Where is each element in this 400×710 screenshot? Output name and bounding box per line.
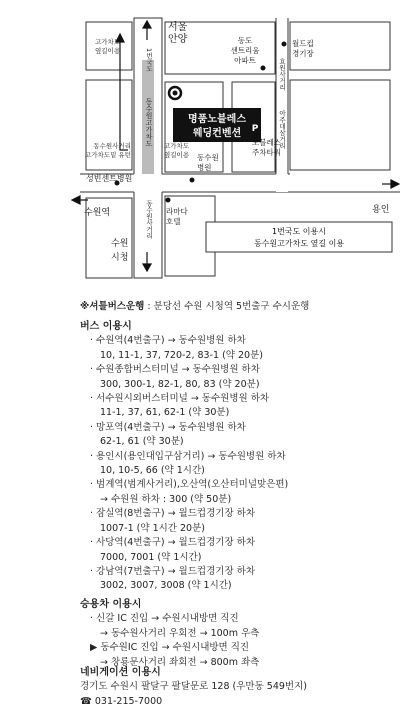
label-overpass-left-2: 옆길이용: [95, 47, 121, 55]
label-dongdo-1: 동도: [237, 36, 253, 45]
car-line-4: → 창룡문사거리 좌회전 → 800m 좌측: [100, 656, 260, 668]
venue-label-1: 명품노블레스: [188, 114, 246, 125]
label-dongsuwon-hospital-1: 동수원: [197, 153, 219, 162]
label-suwon-station: 수원역: [84, 208, 111, 218]
bus-item: · 수원역(4번출구) → 동수원병원 하차 10, 11-1, 37, 720-2, 83-1 (약 20분): [90, 335, 263, 361]
label-worldcup-1: 월드컵: [292, 39, 314, 48]
bus-title: 버스 이용시: [80, 321, 132, 332]
label-anyang: 안양: [168, 34, 188, 45]
label-dongdo-2: 센트리움: [230, 46, 260, 55]
shuttle-text: : 분당선 수원 시청역 5번출구 수시운행: [144, 301, 310, 312]
notice-line-1: 1번국도 이용시: [271, 227, 327, 236]
parking-symbol: P: [251, 124, 259, 134]
bus-list: [80, 334, 395, 593]
label-dongdo-3: 아파트: [234, 56, 256, 65]
bus-item: · 수원종합버스터미널 → 동수원병원 하차 300, 300-1, 82-1, 80, 83 (약 20분): [90, 364, 260, 390]
label-suwon-cityhall-1: 수원: [111, 239, 129, 249]
label-hyowon: 효원사거리: [278, 58, 286, 91]
bus-item: · 용인시(용인대입구삼거리) → 동수원병원 하차 10, 10-5, 66 (약 1시간): [90, 450, 286, 477]
car-title: 승용차 이용시: [80, 599, 142, 610]
bus-section: [80, 320, 395, 594]
navigation-section: [80, 666, 395, 709]
car-line-1: · 신갈 IC 진입 → 수원시내방면 직진: [90, 613, 239, 625]
label-st-vincent: 성빈센트병원: [86, 174, 133, 183]
bus-item: · 서수원시외버스터미널 → 동수원병원 하차 11-1, 37, 61, 62-1 (약 30분): [90, 393, 270, 419]
label-overpass-right-1: 고가차도: [164, 142, 190, 150]
bus-item: · 사당역(4번출구) → 월드컵경기장 하차 7000, 7001 (약 1시간): [90, 537, 255, 563]
label-dongsuwon-hospital-2: 병원: [197, 163, 212, 172]
bus-item: · 잠실역(8번출구) → 월드컵경기장 하차 1007-1 (약 1시간 20분): [90, 508, 255, 534]
venue-label-2: 웨딩컨벤션: [192, 128, 242, 139]
label-noblesse-1: 노블레스: [252, 138, 281, 147]
label-dongsuwon-overpass: 동수원고가차도: [145, 98, 153, 147]
label-overpass-right-2: 옆길이용: [164, 151, 190, 159]
label-yongin: 용인: [372, 205, 390, 215]
car-section: [80, 598, 395, 670]
notice-line-2: 동수원고가차도 옆길 이용: [253, 239, 345, 248]
label-ramada-2: 호텔: [166, 217, 181, 226]
label-worldcup-2: 경기장: [292, 49, 314, 58]
bus-item: · 망포역(4번출구) → 동수원병원 하차 62-1, 61 (약 30분): [90, 421, 246, 448]
label-dongsuwon-intersection: 동수원사거리: [145, 200, 153, 239]
label-ajou: 아주대삼거리: [278, 110, 286, 149]
bus-item: · 강남역(7번출구) → 월드컵경기장 하차 3002, 3007, 3008 (약 1시간): [90, 565, 255, 592]
label-noblesse-2: 주차타워: [252, 148, 281, 157]
car-line-2: → 동수원사거리 우회전 → 100m 우측: [100, 627, 260, 639]
label-suwon-cityhall-2: 시청: [111, 253, 129, 263]
car-line-3: ▶ 동수원IC 진입 → 수원시내방면 직진: [90, 642, 250, 654]
label-dongsuwon-uturn-2: 고가차도밑 유턴: [84, 151, 131, 159]
shuttle-label: ※셔틀버스운행: [80, 301, 145, 312]
navigation-address: 경기도 수원시 팔달구 팔달문로 128 (우만동 549번지): [80, 681, 307, 693]
label-seoul: 서울: [168, 22, 188, 33]
label-ramada-1: 라마다: [166, 207, 188, 216]
phone-number: ☎ 031-215-7000: [80, 695, 163, 707]
label-overpass-left-1: 고가차도: [95, 38, 121, 46]
shuttle-notice: [80, 298, 309, 312]
navigation-title: 네비게이션 이용시: [80, 667, 161, 678]
label-dongsuwon-uturn-1: 동수원사거리: [93, 142, 131, 150]
bus-item: · 범계역(범계사거리),오산역(오산터미널맞은편) → 수원원 하차 : 300 (약 50분): [90, 479, 289, 505]
label-route1: 1번국도: [145, 48, 153, 72]
location-map: [0, 0, 400, 285]
